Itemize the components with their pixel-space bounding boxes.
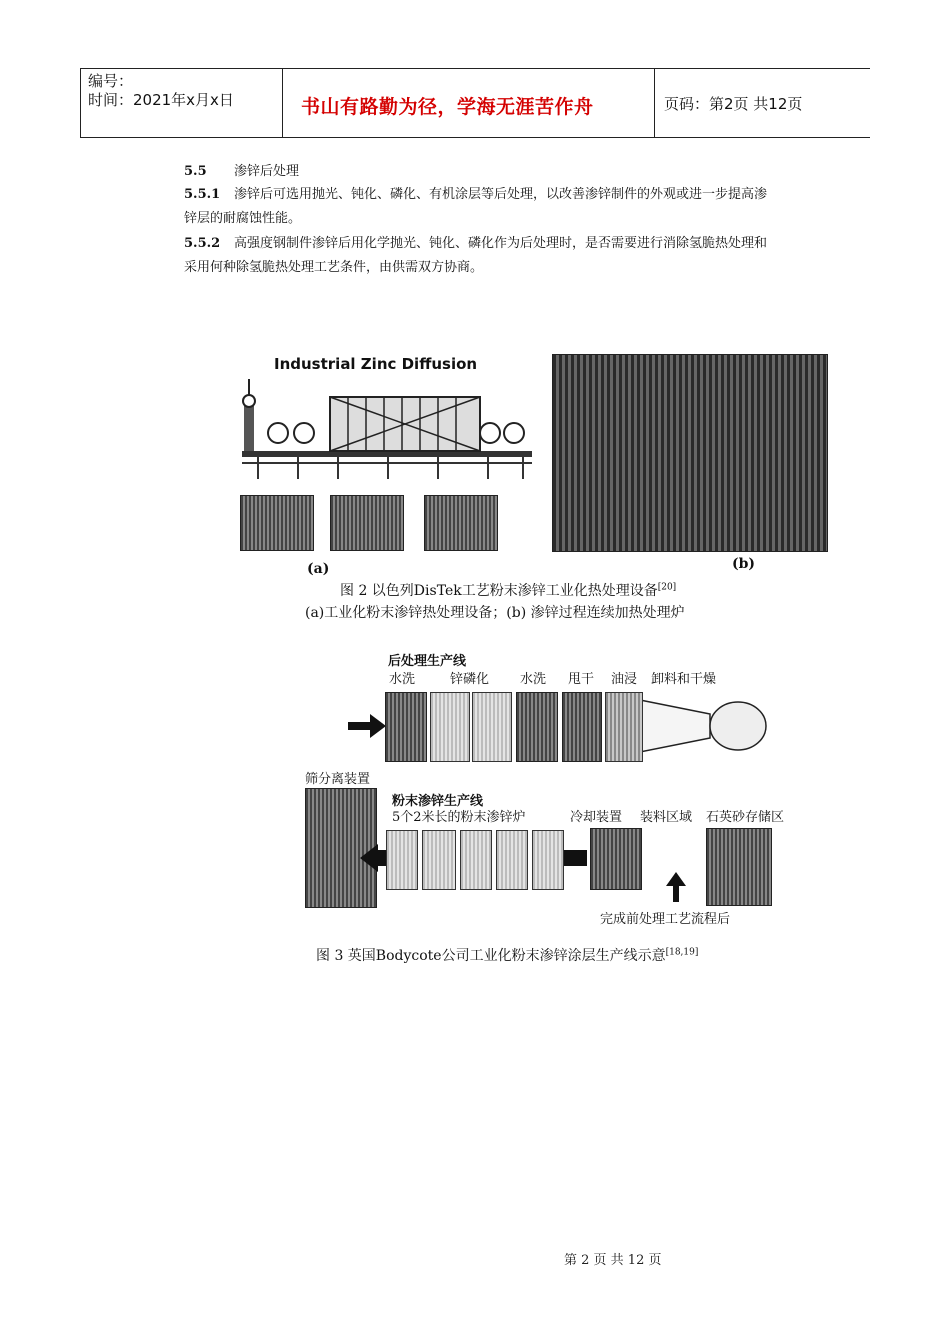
header-divider xyxy=(80,69,81,137)
figure2-caption xyxy=(340,580,676,600)
step-label: 甩干 xyxy=(568,672,595,687)
furnace-label: 5个2米长的粉末渗锌炉 xyxy=(392,810,526,825)
step-label: 水洗 xyxy=(520,672,547,687)
motto: 书山有路勤为径，学海无涯苦作舟 xyxy=(301,96,594,118)
paragraph-line: 渗锌后可选用抛光、钝化、磷化、有机涂层等后处理，以改善渗锌制件的外观或进一步提高渗 xyxy=(234,187,768,202)
zinc-furnace xyxy=(422,830,456,890)
loading-label: 装料区域 xyxy=(640,810,693,825)
wash-tank xyxy=(516,692,558,762)
section-number: 5.5 xyxy=(184,164,207,179)
up-arrow xyxy=(664,870,688,904)
paragraph-5-5-2 xyxy=(184,232,844,256)
zinc-diffusion-schematic xyxy=(238,375,538,485)
phosphating-tank xyxy=(472,692,512,762)
cooling-label: 冷却装置 xyxy=(570,810,623,825)
number-label: 编号： xyxy=(88,72,134,90)
post-line-title: 后处理生产线 xyxy=(388,654,467,669)
sieve-label: 筛分离装置 xyxy=(305,772,371,787)
wash-tank xyxy=(385,692,427,762)
after-pretreatment-label: 完成前处理工艺流程后 xyxy=(600,912,731,927)
zinc-furnace xyxy=(532,830,564,890)
spin-dryer xyxy=(562,692,602,762)
figure2-label-a: (a) xyxy=(307,561,330,577)
detail-photo xyxy=(330,495,404,551)
caption-text: 图 3 英国Bodycote公司工业化粉末渗锌涂层生产线示意 xyxy=(316,948,666,964)
zinc-furnace xyxy=(496,830,528,890)
powder-line-title: 粉末渗锌生产线 xyxy=(392,794,484,809)
paragraph-5-5-1 xyxy=(184,183,844,207)
section-number: 5.5.1 xyxy=(184,187,221,202)
detail-photo xyxy=(424,495,498,551)
header-divider xyxy=(654,69,655,137)
figure2-label-b: (b) xyxy=(732,556,756,572)
figure3-caption xyxy=(316,945,698,965)
panel-a-title: Industrial Zinc Diffusion xyxy=(274,355,478,373)
cooling-unit xyxy=(590,828,642,890)
paragraph-line: 锌层的耐腐蚀性能。 xyxy=(184,211,302,226)
paragraph-line: 高强度钢制件渗锌后用化学抛光、钝化、磷化作为后处理时，是否需要进行消除氢脆热处理和 xyxy=(234,236,768,251)
zinc-furnace xyxy=(386,830,418,890)
zinc-furnace xyxy=(460,830,492,890)
input-arrow xyxy=(348,714,386,738)
step-label: 油浸 xyxy=(611,672,638,687)
caption-text: 图 2 以色列DisTek工艺粉末渗锌工业化热处理设备 xyxy=(340,583,658,599)
figure2-panel-a xyxy=(238,355,538,555)
section-title: 渗锌后处理 xyxy=(234,164,300,179)
section-5-5-heading xyxy=(184,160,299,184)
phosphating-tank xyxy=(430,692,470,762)
unloading-funnel xyxy=(640,700,710,752)
caption-reference: [18,19] xyxy=(665,947,699,958)
quartz-storage xyxy=(706,828,772,906)
quartz-label: 石英砂存储区 xyxy=(706,810,785,825)
time-label: 时间：2021年x月x日 xyxy=(88,91,234,109)
page-footer: 第 2 页 共 12 页 xyxy=(564,1253,662,1268)
step-label: 水洗 xyxy=(389,672,416,687)
header-divider xyxy=(282,69,283,137)
oil-dip-tank xyxy=(605,692,643,762)
drying-drum xyxy=(710,702,766,750)
step-label: 锌磷化 xyxy=(450,672,490,687)
caption-reference: [20] xyxy=(657,582,677,593)
paragraph-line: 采用何种除氢脆热处理工艺条件，由供需双方协商。 xyxy=(184,260,484,275)
section-number: 5.5.2 xyxy=(184,236,221,251)
figure2-caption-line2: (a)工业化粉末渗锌热处理设备；(b) 渗锌过程连续加热处理炉 xyxy=(305,605,685,621)
step-label: 卸料和干燥 xyxy=(651,672,717,687)
page-label: 页码：第2页 共12页 xyxy=(664,95,803,113)
detail-photo xyxy=(240,495,314,551)
furnace-photo xyxy=(552,354,828,552)
